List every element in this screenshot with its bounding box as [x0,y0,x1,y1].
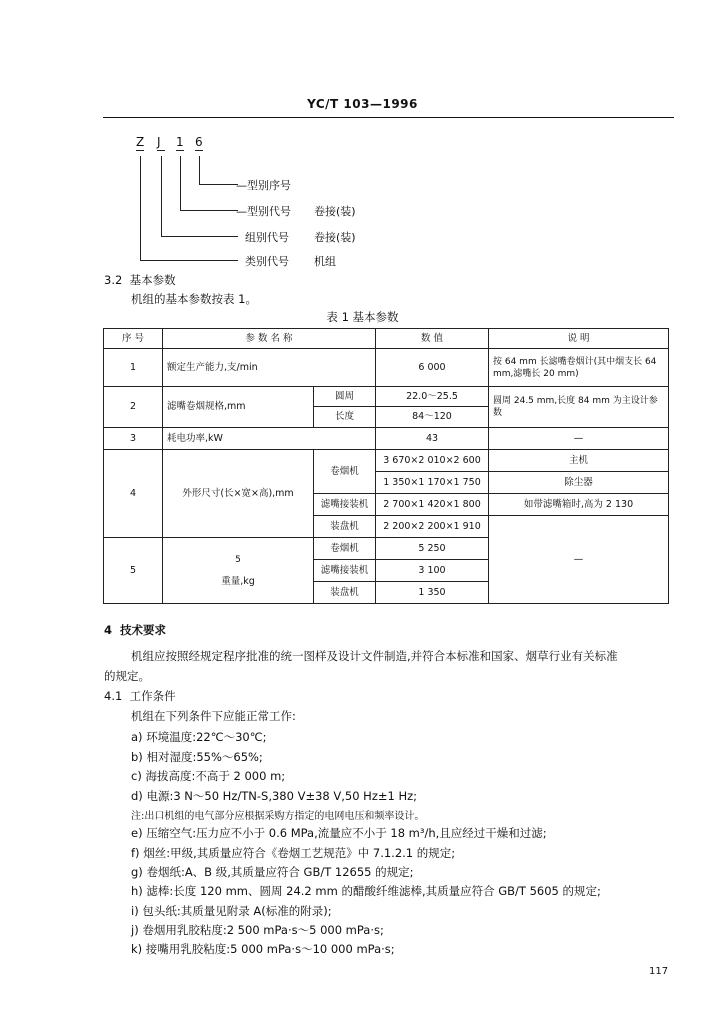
table-row: 4 外形尺寸(长×宽×高),mm 卷烟机 3 670×2 010×2 600 主机 [104,450,669,472]
section-3-2-heading: 3.2 基本参数 [104,273,176,287]
condition-item: i) 包头纸:其质量见附录 A(标准的附录); [131,904,332,918]
section-4-heading: 4 技术要求 [104,623,167,637]
document-header: YC/T 103—1996 [307,97,418,111]
code-char-4: 6 [195,135,203,149]
condition-item: h) 滤棒:长度 120 mm、圆周 24.2 mm 的醋酸纤维滤棒,其质量应符合 GB/T 5605 的规定; [131,884,601,898]
code-underline-2 [157,150,165,151]
tree-label-1: —型别序号 [236,179,291,192]
condition-item: j) 卷烟用乳胶粘度:2 500 mPa·s～5 000 mPa·s; [131,923,384,937]
code-underline-4 [195,150,203,151]
table-row: 5 5 重量,kg 卷烟机 5 250 [104,538,669,560]
table-row: 滤嘴接装机 3 100 [104,560,669,582]
condition-item: g) 卷烟纸:A、B 级,其质量应符合 GB/T 12655 的规定; [131,865,414,879]
section-4-para-line1: 机组应按照经规定程序批准的统一图样及设计文件制造,并符合本标准和国家、烟草行业有关标准 [131,649,618,663]
page-number: 117 [649,966,669,977]
section-4-1-heading: 4.1 工作条件 [104,689,176,703]
table-header-row [104,329,669,349]
header-rule [103,117,674,118]
section-4-1-intro: 机组在下列条件下应能正常工作: [131,709,296,723]
table-row: 装盘机 2 200×2 200×1 910 — [104,516,669,538]
code-char-2: J [157,135,161,149]
tree-label-4: 类别代号 机组 [245,255,336,268]
table-row: 2 滤嘴卷烟规格,mm 圆周 22.0～25.5 圆周 24.5 mm,长度 84 mm 为主设计参数 [104,387,669,407]
table-row: 装盘机 1 350 [104,582,669,604]
condition-item: k) 接嘴用乳胶粘度:5 000 mPa·s～10 000 mPa·s; [131,942,395,956]
table-row: 3 耗电功率,kW 43 — [104,428,669,450]
code-underline-3 [176,150,184,151]
condition-item: c) 海拔高度:不高于 2 000 m; [131,769,286,783]
tree-branch-4 [140,156,238,261]
header-desc: 说 明 [489,329,669,349]
condition-item: e) 压缩空气:压力应不小于 0.6 MPa,流量应不小于 18 m³/h,且应经过干燥和过滤; [131,826,547,840]
section-4-para-line2: 的规定。 [104,669,150,683]
condition-item: f) 烟丝:甲级,其质量应符合《卷烟工艺规范》中 7.1.2.1 的规定; [131,846,456,860]
section-3-2-intro: 机组的基本参数按表 1。 [131,292,257,306]
table-row: 1 额定生产能力,支/min 6 000 按 64 mm 长滤嘴卷烟计(其中烟支长 64 mm,滤嘴长 20 mm) [104,349,669,387]
table-row: 1 350×1 170×1 750 除尘器 [104,472,669,494]
table-row: 长度 84～120 [104,407,669,428]
tree-label-2: —型别代号 卷接(装) [236,205,356,218]
parameter-table [103,328,669,604]
code-char-1: Z [136,135,145,149]
condition-note: 注:出口机组的电气部分应根据采购方指定的电网电压和频率设计。 [131,811,425,822]
tree-label-3: 组别代号 卷接(装) [245,231,356,244]
code-underline-1 [136,150,144,151]
condition-item: a) 环境温度:22℃～30℃; [131,730,267,744]
code-char-3: 1 [176,135,184,149]
header-value: 数 值 [376,329,489,349]
table-row: 滤嘴接装机 2 700×1 420×1 800 如带滤嘴箱时,高为 2 130 [104,494,669,516]
header-param: 参 数 名 称 [163,329,376,349]
condition-item: b) 相对湿度:55%～65%; [131,750,263,764]
table-caption: 表 1 基本参数 [326,310,399,324]
header-no: 序 号 [104,329,163,349]
condition-item: d) 电源:3 N～50 Hz/TN-S,380 V±38 V,50 Hz±1 Hz; [131,789,418,803]
